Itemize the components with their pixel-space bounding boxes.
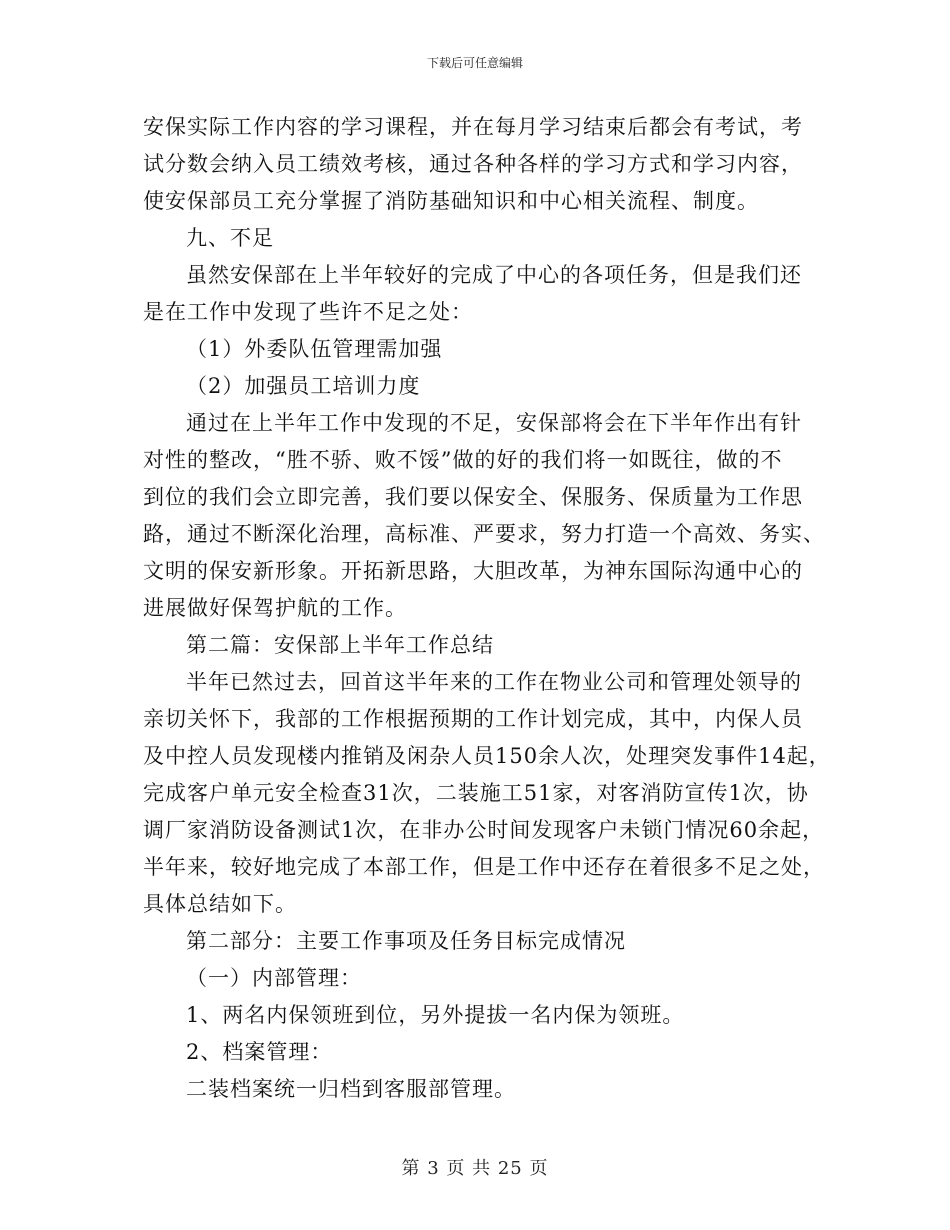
section-heading: 九、不足 — [186, 226, 274, 250]
page-footer: 第 3 页 共 25 页 — [401, 1158, 549, 1179]
list-item: 2、档案管理： — [186, 1040, 333, 1064]
body-line: 半年已然过去，回首这半年来的工作在物业公司和管理处领导的 — [186, 670, 802, 694]
body-line: 到位的我们会立即完善，我们要以保安全、保服务、保质量为工作思 — [143, 485, 803, 509]
list-item: （2）加强员工培训力度 — [186, 374, 421, 398]
section-heading: 第二篇：安保部上半年工作总结 — [186, 633, 494, 657]
body-line: 是在工作中发现了些许不足之处： — [143, 300, 473, 324]
subsection-heading: （一）内部管理： — [186, 966, 362, 990]
body-line: 使安保部员工充分掌握了消防基础知识和中心相关流程、制度。 — [143, 189, 759, 213]
list-item: （1）外委队伍管理需加强 — [186, 337, 443, 361]
body-line: 二装档案统一归档到客服部管理。 — [186, 1077, 516, 1101]
body-line: 文明的保安新形象。开拓新思路，大胆改革，为神东国际沟通中心的 — [143, 559, 803, 583]
body-line: 虽然安保部在上半年较好的完成了中心的各项任务，但是我们还 — [186, 263, 802, 287]
body-line: 调厂家消防设备测试1次，在非办公时间发现客户未锁门情况60余起， — [143, 818, 825, 842]
body-line: 具体总结如下。 — [143, 892, 297, 916]
page-header: 下载后可任意编辑 — [426, 56, 523, 70]
body-line: 及中控人员发现楼内推销及闲杂人员150余人次，处理突发事件14起， — [143, 744, 831, 768]
body-line: 半年来，较好地完成了本部工作，但是工作中还存在着很多不足之处， — [143, 855, 825, 879]
body-line: 路，通过不断深化治理，高标准、严要求，努力打造一个高效、务实、 — [143, 522, 825, 546]
body-line: 通过在上半年工作中发现的不足，安保部将会在下半年作出有针 — [186, 411, 802, 435]
list-item: 1、两名内保领班到位，另外提拔一名内保为领班。 — [186, 1003, 685, 1027]
body-line: 亲切关怀下，我部的工作根据预期的工作计划完成，其中，内保人员 — [143, 707, 803, 731]
body-line: 完成客户单元安全检查31次，二装施工51家，对客消防宣传1次，协 — [143, 781, 809, 805]
body-line: 安保实际工作内容的学习课程，并在每月学习结束后都会有考试，考 — [143, 115, 803, 139]
body-line: 试分数会纳入员工绩效考核，通过各种各样的学习方式和学习内容， — [143, 152, 803, 176]
body-line: 对性的整改，“胜不骄、败不馁”做的好的我们将一如既往，做的不 — [143, 448, 783, 472]
body-line: 进展做好保驾护航的工作。 — [143, 596, 407, 620]
section-heading: 第二部分：主要工作事项及任务目标完成情况 — [186, 929, 626, 953]
